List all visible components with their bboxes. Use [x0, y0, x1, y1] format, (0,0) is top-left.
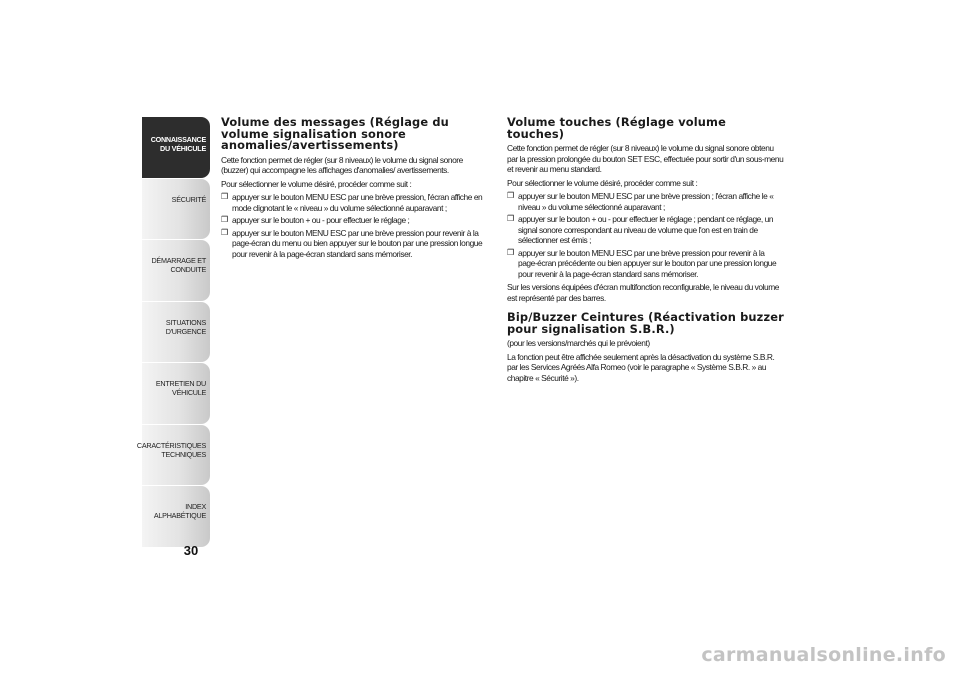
list-item [507, 191, 785, 212]
instruction-list [221, 192, 491, 259]
chapter-tabs [136, 117, 210, 548]
right-column [507, 117, 785, 386]
list-item-text: appuyer sur le bouton MENU ESC par une brève pression pour revenir à la page-écran précédente ou bien appuyer sur le bouton par une pression longue pour revenir à la page-écran standard sans mémoriser. [518, 247, 777, 279]
tab-connaissance-du-vehicule[interactable] [142, 117, 210, 178]
paragraph-select: Pour sélectionner le volume désiré, procéder comme suit : [221, 178, 412, 189]
section-heading-bip-buzzer: Bip/Buzzer Ceintures (Réactivation buzzer pour signalisation S.B.R.) [507, 310, 784, 336]
page-number: 30 [183, 543, 199, 558]
list-item-text: appuyer sur le bouton + ou - pour effectuer le réglage ; [232, 215, 410, 225]
list-item [221, 228, 491, 260]
checkbox-bullet-icon: ❒ [507, 247, 514, 257]
checkbox-bullet-icon: ❒ [507, 191, 514, 200]
section-heading-volume-touches: Volume touches (Réglage volume touches) [507, 115, 726, 141]
tab-label: CARACTÉRISTIQUES TECHNIQUES [136, 440, 206, 459]
paragraph-versions-note: Sur les versions équipées d'écran multifonction reconfigurable, le niveau du volume est représenté par des barres. [507, 282, 779, 303]
tab-label: SITUATIONS D'URGENCE [165, 317, 206, 336]
checkbox-bullet-icon: ❒ [221, 192, 228, 201]
tab-label: DÉMARRAGE ET CONDUITE [151, 256, 206, 274]
tab-label: CONNAISSANCE DU VÉHICULE [150, 135, 206, 153]
tab-label: INDEX ALPHABÉTIQUE [153, 502, 206, 520]
watermark: carmanualsonline.info [701, 644, 946, 666]
instruction-list [507, 191, 785, 279]
checkbox-bullet-icon: ❒ [221, 215, 228, 224]
list-item [507, 214, 785, 246]
list-item [221, 192, 491, 213]
list-item-text: appuyer sur le bouton MENU ESC par une brève pression ; l'écran affiche le « niveau » du volume sélectionné auparavant ; [518, 191, 774, 212]
list-item-text: appuyer sur le bouton MENU ESC par une brève pression pour revenir à la page-écran du menu ou bien appuyer sur le bouton par une pression longue pour revenir à la page-écran standard sans mémoriser. [232, 227, 483, 259]
list-item-text: appuyer sur le bouton + ou - pour effectuer le réglage ; pendant ce réglage, un signal sonore correspondant au niveau de volume que l'on est en train de sélectionner est émis ; [518, 214, 774, 245]
tab-label: ENTRETIEN DU VÉHICULE [155, 379, 206, 397]
tab-caracteristiques-techniques[interactable] [136, 425, 210, 486]
list-item [221, 215, 491, 226]
list-item-text: appuyer sur le bouton MENU ESC par une brève pression, l'écran affiche en mode clignotant le « niveau » du volume sélectionné auparavant ; [232, 192, 483, 213]
tab-label: SÉCURITÉ [171, 194, 206, 204]
tab-entretien-du-vehicule[interactable] [142, 363, 210, 424]
tab-index-alphabetique[interactable] [142, 486, 210, 547]
tab-situations-d-urgence[interactable] [142, 302, 210, 363]
section-heading-volume-messages: Volume des messages (Réglage du volume signalisation sonore anomalies/avertissements) [221, 115, 449, 152]
list-item [507, 248, 785, 280]
checkbox-bullet-icon: ❒ [507, 214, 514, 223]
paragraph-intro: Cette fonction permet de régler (sur 8 niveaux) le volume du signal sonore obtenu par la pression prolongée du bouton SET ESC, effectuée pour sortir d'un sous-menu et revenir au menu standard. [507, 143, 784, 174]
paragraph-intro: Cette fonction permet de régler (sur 8 niveaux) le volume du signal sonore (buzzer) qui accompagne les affichages d'anomalies/ avertissements. [221, 154, 463, 175]
tab-securite[interactable] [142, 179, 210, 240]
tab-demarrage-et-conduite[interactable] [142, 240, 210, 301]
left-column [221, 117, 491, 262]
paragraph-sbr: La fonction peut être affichée seulement après la désactivation du système S.B.R. par les Services Agréés Alfa Romeo (voir le paragraphe « Système S.B.R. » au chapitre « Sécurité »). [507, 351, 775, 383]
checkbox-bullet-icon: ❒ [221, 227, 228, 237]
paragraph-versions-markets: (pour les versions/marchés qui le prévoient) [507, 338, 650, 348]
paragraph-select: Pour sélectionner le volume désiré, procéder comme suit : [507, 177, 698, 188]
